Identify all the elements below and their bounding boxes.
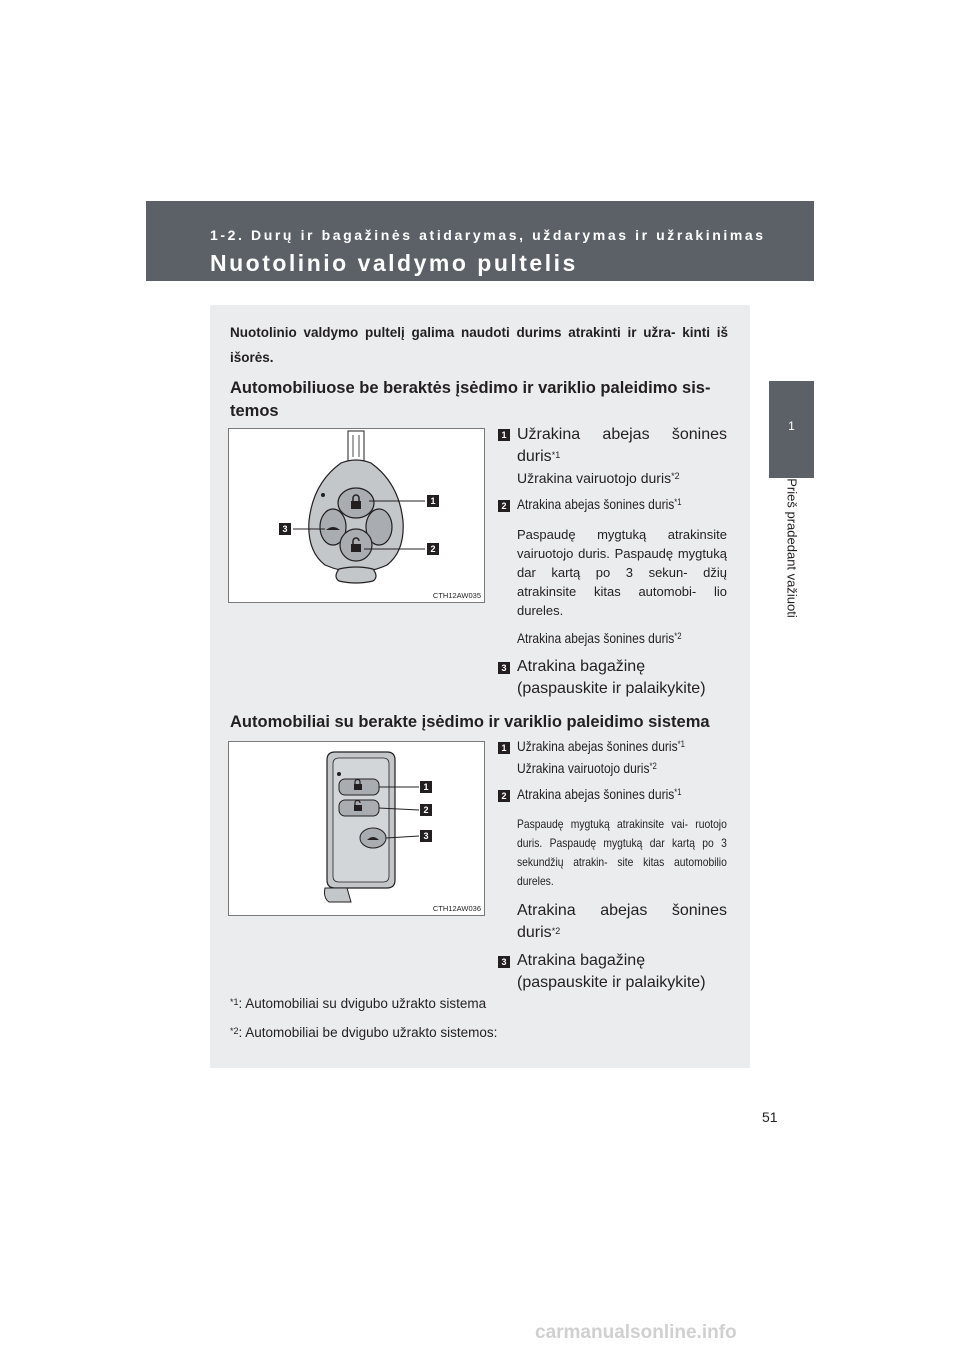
item-badge-1: 1 <box>498 429 510 441</box>
figure-code: CTH12AW036 <box>432 904 481 913</box>
chapter-label: Prieš pradedant važiuoti <box>784 478 800 618</box>
item-3-line1: Atrakina bagažinę <box>517 658 646 675</box>
section-title: 1-2. Durų ir bagažinės atidarymas, uždarymas ir užrakinimas <box>210 227 766 243</box>
item-badge-2: 2 <box>498 500 510 512</box>
page-number: 51 <box>762 1109 778 1125</box>
footnote-2: $^{*2}$: Automobiliai be dvigubo užrakto sistemos: <box>230 1025 498 1040</box>
intro-text: Nuotolinio valdymo pultelį galima naudoti durims atrakinti ir užra- kinti iš išorės. <box>230 325 728 365</box>
callout-3: 3 <box>279 523 291 535</box>
item-1-line2: Užrakina vairuotojo duris$^{*2}$ <box>517 760 657 776</box>
item-2-line2: Atrakina abejas šonines duris$^{*2}$ <box>517 630 682 646</box>
figure-code: CTH12AW035 <box>432 591 481 600</box>
smart-key-figure <box>228 741 485 916</box>
chapter-header <box>146 201 814 281</box>
item-3-line2: (paspauskite ir palaikykite) <box>517 974 706 991</box>
section2-heading: Automobiliai su berakte įsėdimo ir variklio paleidimo sistema <box>230 713 710 731</box>
callout-1: 1 <box>427 495 439 507</box>
item-2-line2: Atrakina abejas šonines duris$^{*2}$ <box>517 902 727 941</box>
footnote-1: $^{*1}$: Automobiliai su dvigubo užrakto sistema <box>230 996 487 1011</box>
item-1-line1: Užrakina abejas šonines duris$^{*1}$ <box>517 738 685 754</box>
item-2-desc: Paspaudę mygtuką atrakinsite vai- ruotojo duris. Paspaudę mygtuką dar kartą po 3 sekundžių atrakin- site kitas automobilio dureles. <box>517 817 727 888</box>
callout-1: 1 <box>420 781 432 793</box>
remote-key-illustration <box>229 429 486 604</box>
remote-key-figure <box>228 428 485 603</box>
item-1-line1: Užrakina abejas šonines duris$^{*1}$ <box>517 426 727 465</box>
section1-heading: Automobiliuose be beraktės įsėdimo ir variklio paleidimo sis- temos <box>230 379 711 420</box>
item-badge-2: 2 <box>498 790 510 802</box>
item-badge-3: 3 <box>498 662 510 674</box>
item-3-line2: (paspauskite ir palaikykite) <box>517 680 706 697</box>
item-2-line1: Atrakina abejas šonines duris$^{*1}$ <box>517 496 682 512</box>
item-3-line1: Atrakina bagažinę <box>517 952 646 969</box>
callout-2: 2 <box>427 543 439 555</box>
item-2-line1: Atrakina abejas šonines duris$^{*1}$ <box>517 786 682 802</box>
smart-key-illustration <box>229 742 486 917</box>
chapter-number: 1 <box>788 419 795 433</box>
item-2-desc: Paspaudę mygtuką atrakinsite vairuotojo duris. Paspaudę mygtuką dar kartą po 3 sekun- džių atrakinsite kitas automobi- lio dureles. <box>517 527 727 618</box>
chapter-tab <box>769 381 814 478</box>
item-1-line2: Užrakina vairuotojo duris$^{*2}$ <box>517 470 680 486</box>
callout-2: 2 <box>420 804 432 816</box>
callout-3: 3 <box>420 830 432 842</box>
watermark: carmanualsonline.info <box>535 1322 737 1343</box>
item-badge-1: 1 <box>498 742 510 754</box>
page-title: Nuotolinio valdymo pultelis <box>210 250 578 276</box>
item-badge-3: 3 <box>498 956 510 968</box>
